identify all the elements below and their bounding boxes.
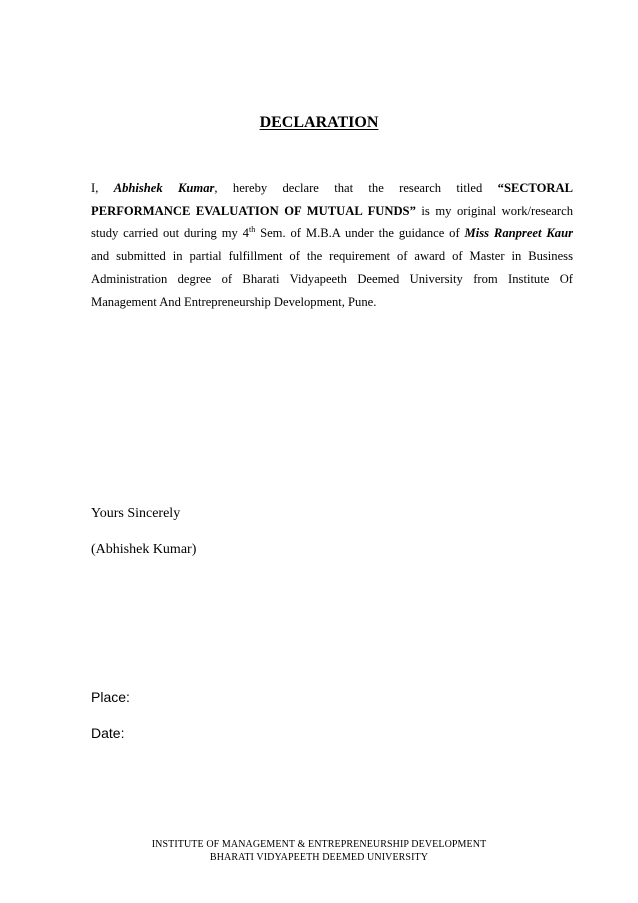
signatory-name: (Abhishek Kumar) — [91, 542, 197, 557]
paragraph-line-1 — [91, 177, 573, 200]
line-text: Sem. of M.B.A under the guidance of — [255, 226, 465, 241]
place-label: Place: — [91, 689, 130, 705]
line-text: is my original work/research — [415, 203, 573, 218]
paragraph-line-2 — [91, 200, 573, 223]
ordinal-suffix: th — [248, 225, 256, 235]
closing-text: Yours Sincerely — [91, 506, 181, 521]
line-text: study carried out during my 4 — [91, 226, 249, 241]
guide-name: Miss Ranpreet Kaur — [464, 226, 573, 241]
research-title-end: PERFORMANCE EVALUATION OF MUTUAL FUNDS” — [91, 203, 416, 218]
declaration-paragraph — [91, 177, 573, 313]
footer-institute: INSTITUTE OF MANAGEMENT & ENTREPRENEURSHIP DEVELOPMENT — [151, 839, 487, 850]
date-label: Date: — [91, 725, 125, 741]
paragraph-line-4: and submitted in partial fulfillment of the requirement of award of Master in Business — [91, 249, 573, 264]
research-title-start: “SECTORAL — [497, 181, 573, 195]
page-title: DECLARATION — [259, 114, 379, 131]
student-name: Abhishek Kumar — [113, 181, 215, 195]
footer-university: BHARATI VIDYAPEETH DEEMED UNIVERSITY — [209, 852, 429, 863]
paragraph-line-3 — [91, 222, 573, 245]
line-text: I, — [91, 181, 99, 195]
paragraph-line-6: Management And Entrepreneurship Development, Pune. — [91, 294, 377, 309]
line-text: , hereby declare that the research titled — [214, 181, 483, 195]
paragraph-line-5: Administration degree of Bharati Vidyapeeth Deemed University from Institute Of — [91, 271, 573, 286]
